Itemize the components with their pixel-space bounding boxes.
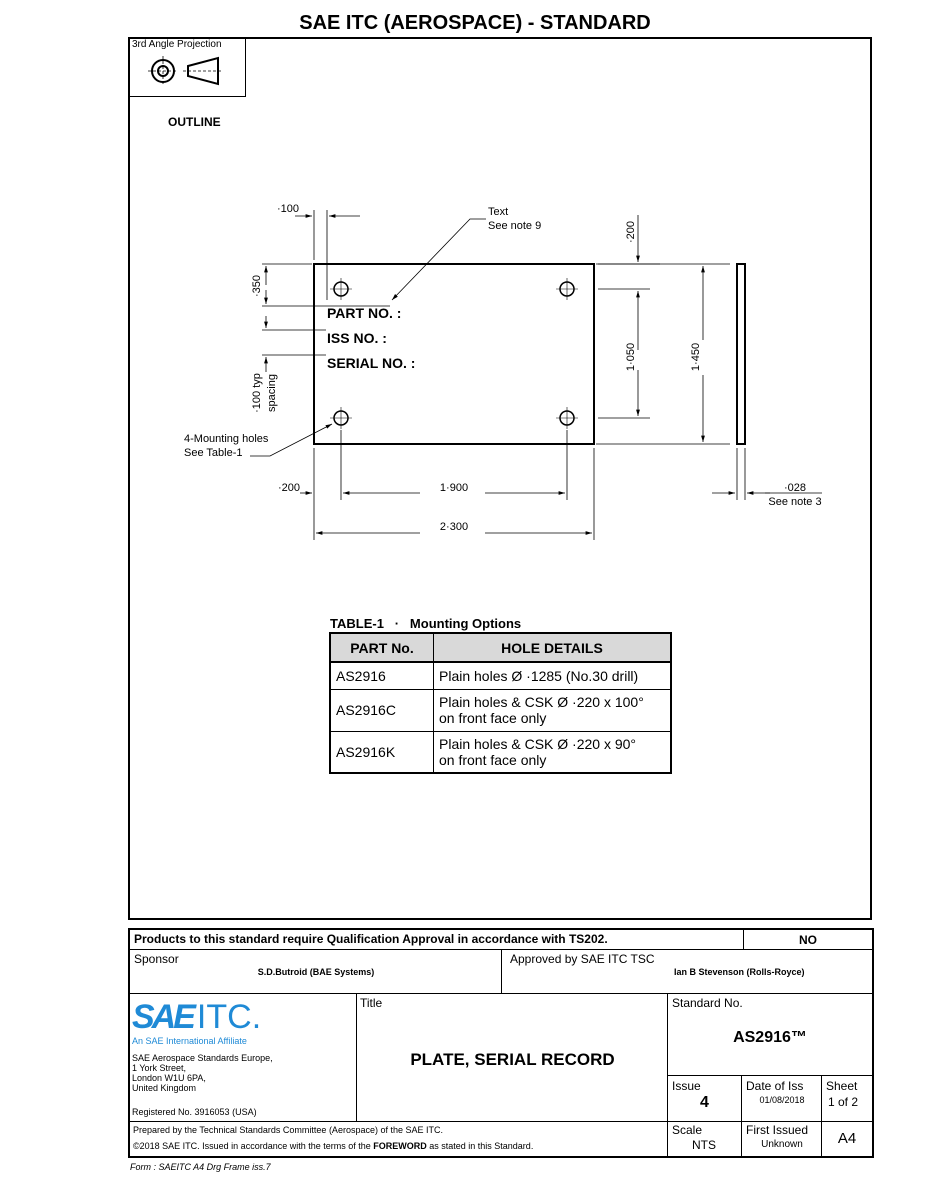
qualification-value: NO — [744, 930, 872, 950]
standard-no-label: Standard No. — [672, 996, 743, 1010]
sponsor-cell — [130, 950, 502, 994]
sae-itc-logo: SAE ITC. — [132, 998, 262, 1036]
affiliate-text: An SAE International Affiliate — [132, 1036, 247, 1046]
table-row — [330, 689, 671, 731]
table-header-part-no: PART No. — [330, 633, 434, 662]
mounting-hole — [330, 407, 352, 429]
approved-cell — [502, 950, 872, 994]
prepared-cell — [130, 1122, 668, 1156]
title-cell — [357, 994, 668, 1122]
scale-label: Scale — [672, 1123, 703, 1137]
mounting-hole — [556, 278, 578, 300]
plate-text-iss-no: ISS NO. : — [327, 330, 387, 346]
copyright-text: ©2018 SAE ITC. Issued in accordance with the terms of the FOREWORD as stated in this Standard. — [133, 1141, 534, 1151]
plate-text-serial-no: SERIAL NO. : — [327, 355, 416, 371]
issue-value: 4 — [700, 1094, 709, 1111]
table-cell-detail: Plain holes & CSK Ø ·220 x 100° on front face only — [434, 689, 672, 731]
approved-label: Approved by SAE ITC TSC — [510, 952, 655, 966]
sheet-label: Sheet — [826, 1079, 858, 1093]
issue-cell — [668, 1076, 742, 1122]
document-title: PLATE, SERIAL RECORD — [410, 1050, 615, 1069]
dim-width: 2·300 — [439, 521, 469, 533]
sponsor-label: Sponsor — [134, 952, 179, 966]
date-value: 01/08/2018 — [759, 1095, 805, 1105]
dim-hole-pitch-horizontal: 1·900 — [439, 482, 469, 494]
table-cell-detail: Plain holes & CSK Ø ·220 x 90° on front face only — [434, 731, 672, 773]
standard-no-value: AS2916™ — [733, 1029, 807, 1046]
dim-hole-pitch-vertical: 1·050 — [625, 342, 637, 372]
dim-hole-offset-left: ·200 — [277, 482, 301, 494]
table-cell-part: AS2916C — [330, 689, 434, 731]
table-cell-detail: Plain holes Ø ·1285 (No.30 drill) — [434, 662, 672, 689]
standard-no-cell — [668, 994, 872, 1076]
dim-top-margin: ·200 — [625, 220, 637, 244]
callout-holes-line1: 4-Mounting holes — [184, 433, 269, 445]
projection-label: 3rd Angle Projection — [132, 39, 222, 50]
dim-thickness-note: See note 3 — [768, 496, 822, 508]
title-label: Title — [360, 996, 383, 1010]
dim-spacing-label: spacing — [266, 374, 278, 412]
callout-holes-line2: See Table-1 — [184, 447, 243, 459]
plate-text-part-no: PART NO. : — [327, 305, 402, 321]
table-cell-part: AS2916K — [330, 731, 434, 773]
table-header-hole-details: HOLE DETAILS — [434, 633, 672, 662]
dim-left-margin: ·100 — [276, 203, 300, 215]
table-caption: TABLE-1 · Mounting Options — [330, 616, 522, 631]
issue-label: Issue — [672, 1079, 701, 1093]
sheet-cell — [822, 1076, 872, 1122]
dim-hole-offset-top: ·350 — [251, 274, 263, 298]
table-cell-part: AS2916 — [330, 662, 434, 689]
publisher-cell — [130, 994, 357, 1122]
callout-text-line2: See note 9 — [488, 220, 542, 232]
page-title: SAE ITC (AEROSPACE) - STANDARD — [299, 12, 651, 34]
sponsor-value: S.D.Butroid (BAE Systems) — [257, 967, 375, 977]
outline-label: OUTLINE — [168, 115, 221, 129]
dim-spacing-typ: ·100 typ — [251, 373, 263, 413]
form-note: Form : SAEITC A4 Drg Frame iss.7 — [130, 1162, 271, 1172]
callout-text-line1: Text — [488, 206, 509, 218]
dim-thickness: ·028 — [783, 482, 807, 494]
qualification-text: Products to this standard require Qualification Approval in accordance with TS202. — [130, 930, 744, 950]
approved-value: Ian B Stevenson (Rolls-Royce) — [674, 967, 805, 977]
first-issued-label: First Issued — [746, 1123, 809, 1137]
plate-side-view — [737, 264, 745, 444]
dim-height: 1·450 — [690, 342, 702, 372]
first-issued-cell — [742, 1122, 822, 1156]
scale-cell — [668, 1122, 742, 1156]
mounting-hole — [330, 278, 352, 300]
sheet-size: A4 — [837, 1130, 857, 1147]
title-block — [128, 928, 874, 1158]
mounting-hole — [556, 407, 578, 429]
registered-number: Registered No. 3916053 (USA) — [132, 1107, 257, 1117]
date-cell — [742, 1076, 822, 1122]
plate-outline — [314, 264, 594, 444]
prepared-text: Prepared by the Technical Standards Committee (Aerospace) of the SAE ITC. — [133, 1125, 443, 1135]
address-block: SAE Aerospace Standards Europe, 1 York Street, London W1U 6PA, United Kingdom — [132, 1053, 273, 1093]
date-label: Date of Iss — [746, 1079, 804, 1093]
sheet-value: 1 of 2 — [828, 1095, 859, 1109]
table-row — [330, 731, 671, 773]
table-row — [330, 662, 671, 689]
mounting-options-table — [329, 632, 672, 774]
first-issued-value: Unknown — [761, 1139, 803, 1150]
scale-value: NTS — [692, 1138, 716, 1152]
